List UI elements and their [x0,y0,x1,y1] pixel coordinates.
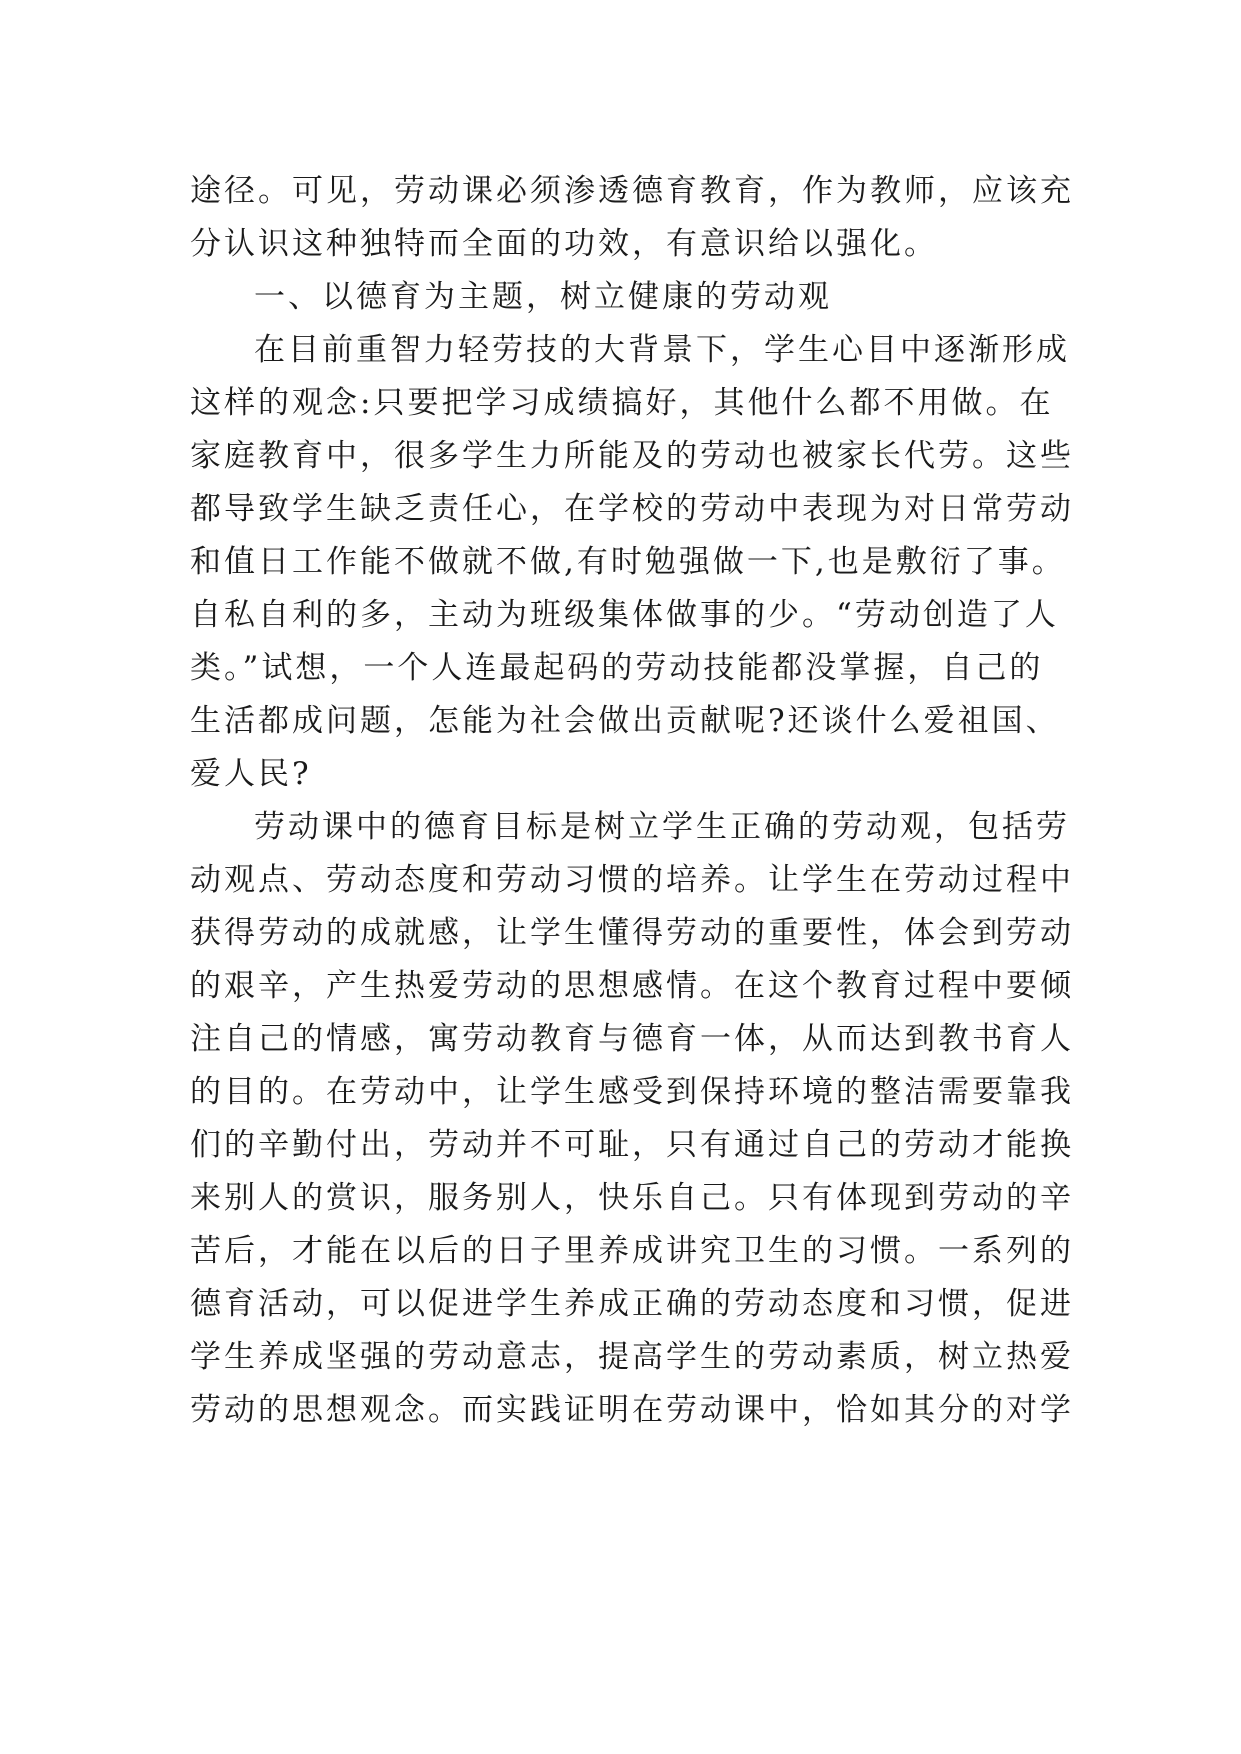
text-line: 分认识这种独特而全面的功效，有意识给以强化。 [190,226,938,262]
text-line: 一、以德育为主题，树立健康的劳动观 [254,279,832,315]
text-line: 自私自利的多，主动为班级集体做事的少。“劳动创造了人 [190,597,1059,633]
text-line: 类。”试想，一个人连最起码的劳动技能都没掌握，自己的 [190,650,1044,686]
text-line: 来别人的赏识，服务别人，快乐自己。只有体现到劳动的辛 [190,1180,1074,1216]
text-line: 德育活动，可以促进学生养成正确的劳动态度和习惯，促进 [190,1286,1074,1322]
text-line: 注自己的情感，寓劳动教育与德育一体，从而达到教书育人 [190,1021,1074,1057]
text-line: 劳动课中的德育目标是树立学生正确的劳动观，包括劳 [254,809,1070,845]
text-line: 在目前重智力轻劳技的大背景下，学生心目中逐渐形成 [254,332,1070,368]
text-line: 爱人民? [190,756,312,792]
text-line: 苦后，才能在以后的日子里养成讲究卫生的习惯。一系列的 [190,1233,1074,1269]
document-body-text [190,165,1074,1437]
text-line: 途径。可见，劳动课必须渗透德育教育，作为教师，应该充 [190,173,1074,209]
text-line: 和值日工作能不做就不做,有时勉强做一下,也是敷衍了事。 [190,544,1066,580]
text-line: 的目的。在劳动中，让学生感受到保持环境的整洁需要靠我 [190,1074,1074,1110]
text-line: 学生养成坚强的劳动意志，提高学生的劳动素质，树立热爱 [190,1339,1074,1375]
text-line: 获得劳动的成就感，让学生懂得劳动的重要性，体会到劳动 [190,915,1074,951]
text-line: 都导致学生缺乏责任心，在学校的劳动中表现为对日常劳动 [190,491,1074,527]
text-line: 家庭教育中，很多学生力所能及的劳动也被家长代劳。这些 [190,438,1074,474]
text-line: 生活都成问题，怎能为社会做出贡献呢?还谈什么爱祖国、 [190,703,1060,739]
text-line: 动观点、劳动态度和劳动习惯的培养。让学生在劳动过程中 [190,862,1074,898]
text-line: 的艰辛，产生热爱劳动的思想感情。在这个教育过程中要倾 [190,968,1074,1004]
text-line: 劳动的思想观念。而实践证明在劳动课中，恰如其分的对学 [190,1392,1074,1428]
text-line: 们的辛勤付出，劳动并不可耻，只有通过自己的劳动才能换 [190,1127,1074,1163]
text-line: 这样的观念:只要把学习成绩搞好，其他什么都不用做。在 [190,385,1054,421]
